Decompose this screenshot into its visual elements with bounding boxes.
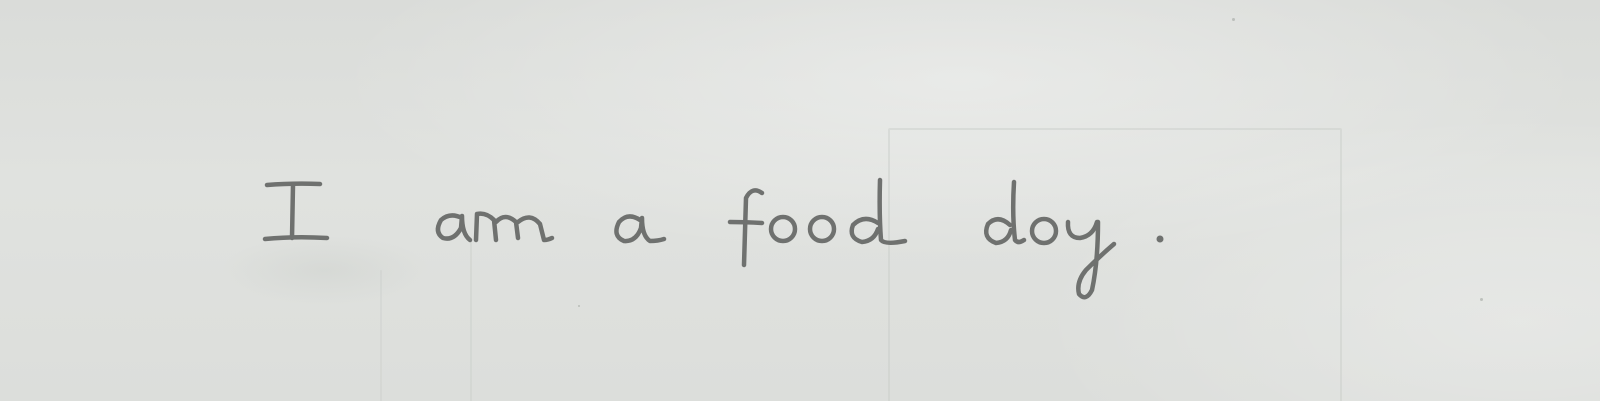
handwritten-word-a <box>616 216 664 241</box>
handwritten-word-doy <box>986 182 1163 297</box>
handwritten-word-food <box>730 180 905 265</box>
handwritten-word-am <box>438 214 552 240</box>
handwritten-word-i <box>265 184 327 239</box>
